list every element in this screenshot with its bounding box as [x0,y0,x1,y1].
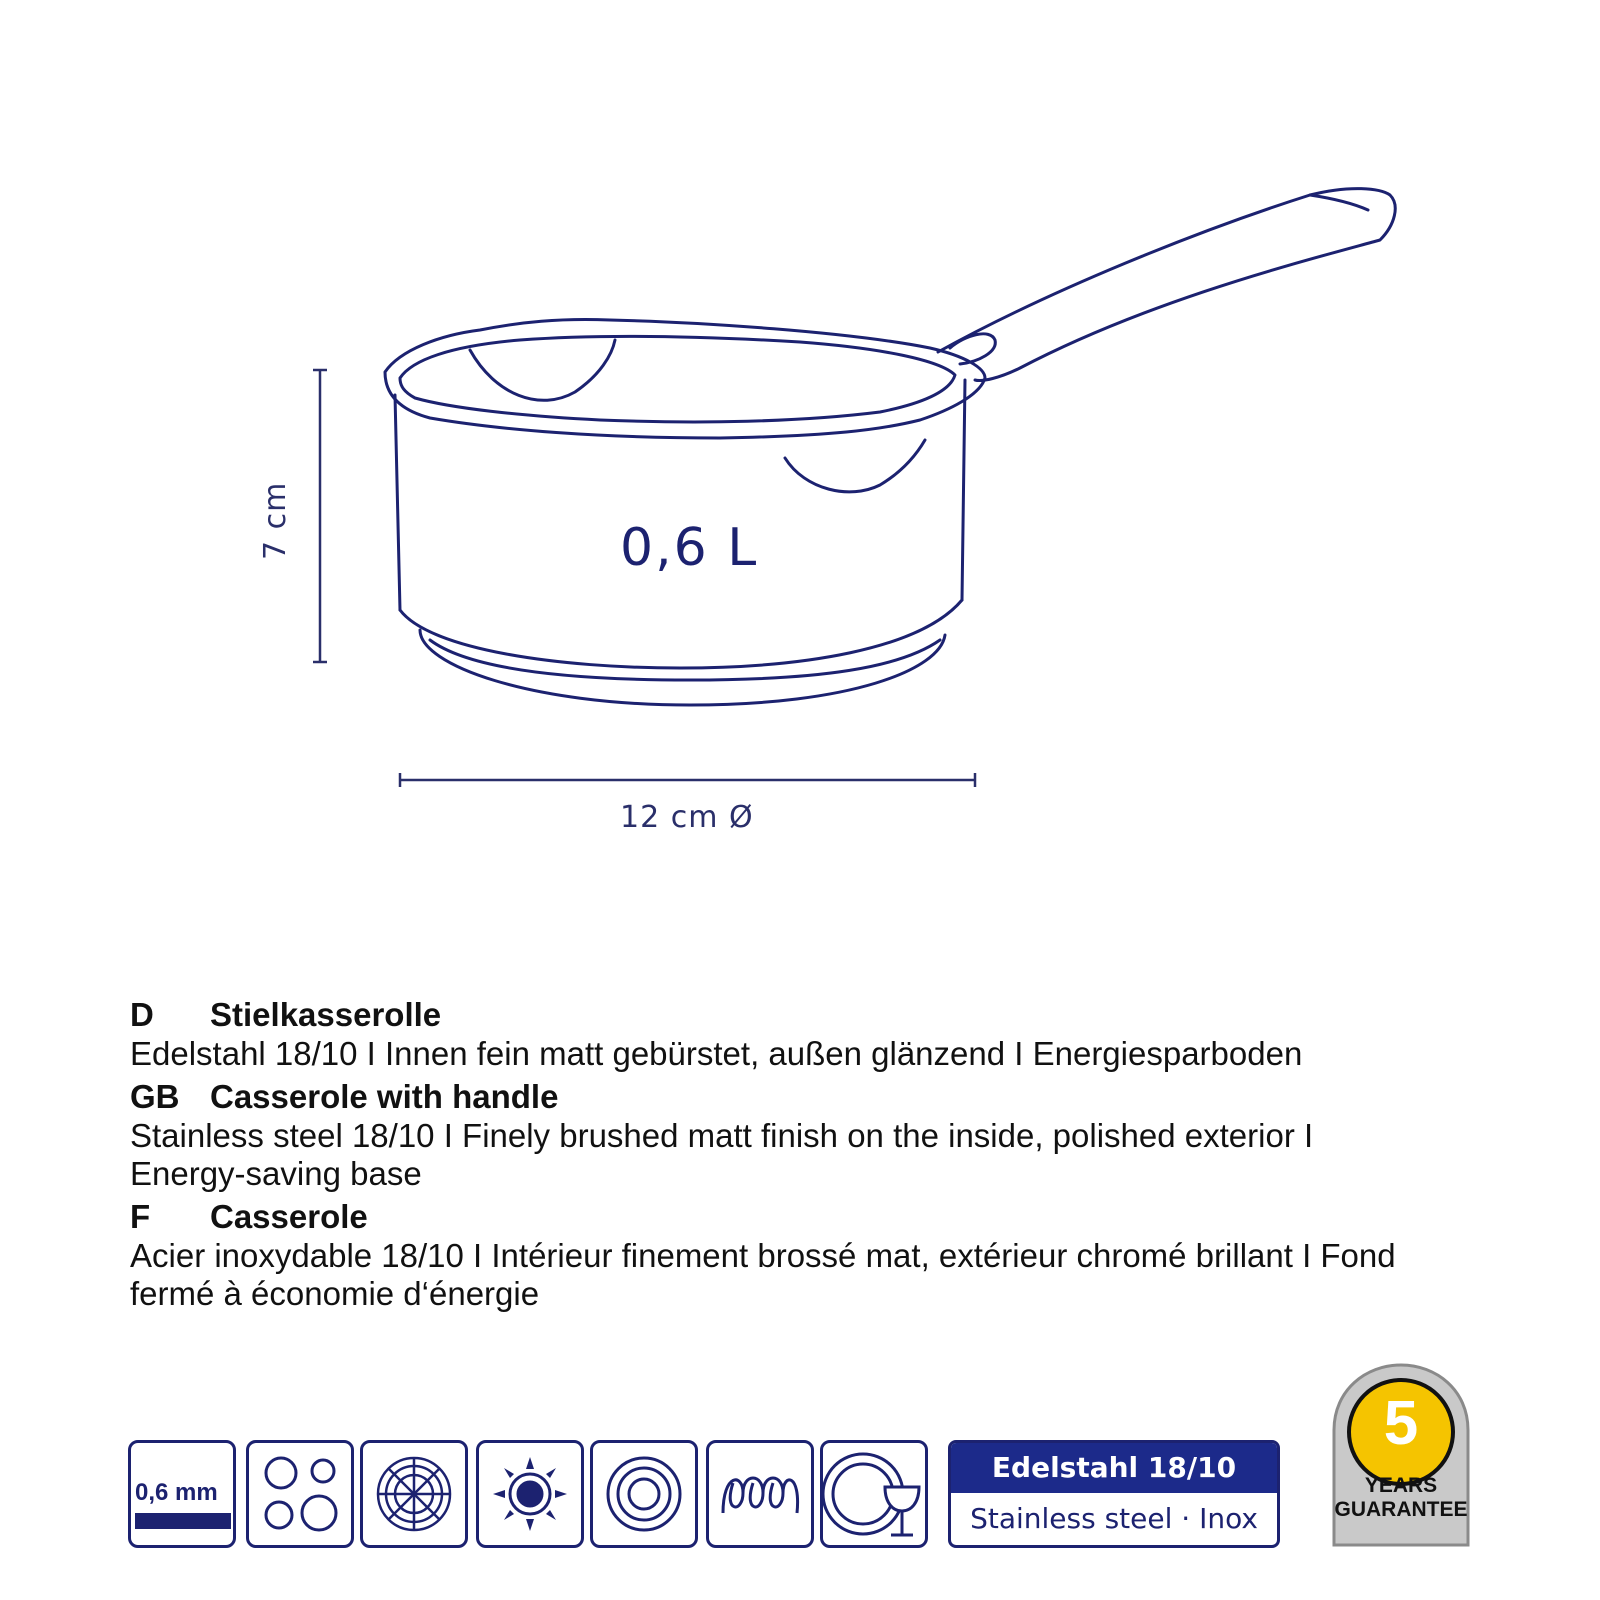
interior-reflection-right [785,440,925,492]
product-description: Acier inoxydable 18/10 I Intérieur finement brossé mat, extérieur chromé brillant I Fond fermé à économie d‘énergie [130,1237,1396,1312]
capacity-label: 0,6 L [620,518,759,578]
interior-reflection-left [470,340,615,400]
induction-hob-icon [590,1440,698,1548]
feature-icons-row [128,1440,1468,1548]
language-code: D [130,996,154,1033]
electric-hob-icon [246,1440,354,1548]
guarantee-badge [1326,1360,1476,1550]
dishwasher-icon [820,1440,928,1548]
handle-outline [938,189,1395,381]
body-bottom [400,600,962,668]
diameter-dimension-label: 12 cm Ø [620,800,754,835]
description-fr [130,1197,1430,1313]
rim-inner [400,336,955,422]
language-code: GB [130,1078,180,1115]
halogen-hob-icon [706,1440,814,1548]
material-label: Edelstahl 18/10 [951,1443,1277,1493]
material-sub-label: Stainless steel · Inox [970,1502,1258,1535]
handle-rivet [950,334,995,364]
language-code: F [130,1198,151,1235]
body-left-wall [395,395,400,610]
guarantee-years: YEARS [1364,1474,1438,1497]
ceramic-hob-icon [360,1440,468,1548]
height-dimension-label: 7 cm [258,481,293,560]
thickness-icon [128,1440,236,1548]
base-inner [430,640,940,680]
material-badge [948,1440,1280,1548]
guarantee-word: GUARANTEE [1334,1498,1468,1521]
product-description: Stainless steel 18/10 I Finely brushed matt finish on the inside, polished exterior I Energy-saving base [130,1117,1314,1192]
description-de [130,995,1430,1073]
description-gb [130,1077,1430,1193]
product-title: Casserole [210,1198,368,1235]
product-description: Edelstahl 18/10 I Innen fein matt gebürstet, außen glänzend I Energiesparboden [130,1035,1303,1072]
product-descriptions [130,995,1430,1317]
body-right-wall [962,380,965,600]
guarantee-number: 5 [1383,1389,1419,1458]
product-title: Stielkasserolle [210,996,442,1033]
handle-inner-line [1310,195,1368,210]
thickness-label: 0,6 mm [135,1479,218,1506]
gas-hob-icon [476,1440,584,1548]
product-title: Casserole with handle [210,1078,559,1115]
